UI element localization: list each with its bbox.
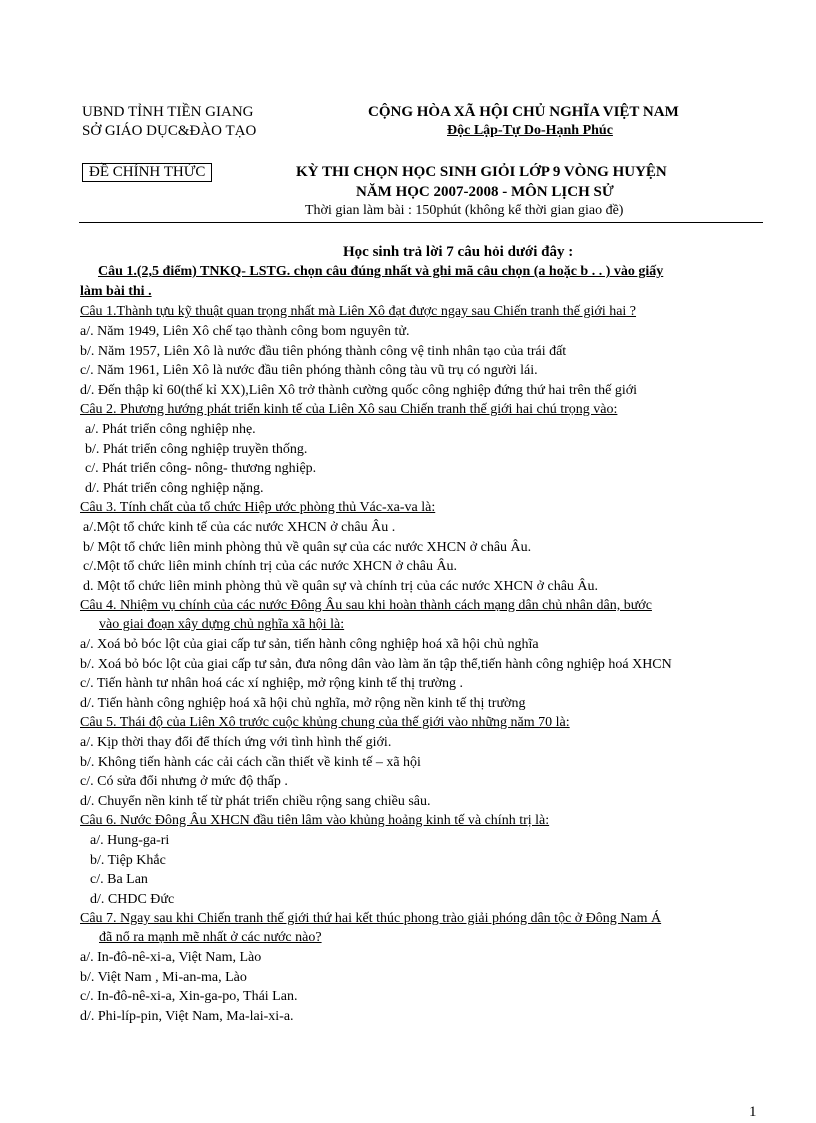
q7-option-b: b/. Việt Nam , Mi-an-ma, Lào <box>80 970 247 985</box>
question-7-cont: đã nổ ra mạnh mẽ nhất ở các nước nào? <box>99 930 322 945</box>
q6-option-b: b/. Tiệp Khắc <box>90 853 166 868</box>
national-motto: Độc Lập-Tự Do-Hạnh Phúc <box>447 123 613 138</box>
q1-option-a: a/. Năm 1949, Liên Xô chế tạo thành công bom nguyên tử. <box>80 324 410 339</box>
q2-option-a: a/. Phát triển công nghiệp nhẹ. <box>85 422 256 437</box>
q5-option-d: d/. Chuyển nền kinh tế từ phát triển chiều rộng sang chiều sâu. <box>80 794 431 809</box>
section-1-heading: Câu 1.(2,5 điểm) TNKQ- LSTG. chọn câu đúng nhất và ghi mã câu chọn (a hoặc b . . ) vào giấy <box>98 264 664 279</box>
q2-option-b: b/. Phát triển công nghiệp truyền thống. <box>85 442 308 457</box>
q3-option-b: b/ Một tổ chức liên minh phòng thủ về quân sự của các nước XHCN ở châu Âu. <box>83 540 532 555</box>
question-5: Câu 5. Thái độ của Liên Xô trước cuộc khủng chung của thế giới vào những năm 70 là: <box>80 715 570 730</box>
exam-subtitle: NĂM HỌC 2007-2008 - MÔN LỊCH SỬ <box>356 184 614 200</box>
question-4-cont: vào giai đoạn xây dựng chủ nghĩa xã hội là: <box>99 617 345 632</box>
q2-option-c: c/. Phát triển công- nông- thương nghiệp. <box>85 461 317 476</box>
page-number: 1 <box>749 1104 757 1120</box>
q4-option-d: d/. Tiến hành công nghiệp hoá xã hội chủ nghĩa, mở rộng nền kinh tế thị trường <box>80 696 526 711</box>
question-6: Câu 6. Nước Đông Âu XHCN đầu tiên lâm vào khủng hoảng kinh tế và chính trị là: <box>80 813 550 828</box>
q4-option-a: a/. Xoá bỏ bóc lột của giai cấp tư sản, tiến hành công nghiệp hoá xã hội chủ nghĩa <box>80 637 539 652</box>
q5-option-b: b/. Không tiến hành các cải cách cần thiết về kinh tế – xã hội <box>80 755 421 770</box>
question-1: Câu 1.Thành tựu kỹ thuật quan trọng nhất mà Liên Xô đạt được ngay sau Chiến tranh thế giới hai ? <box>80 304 637 319</box>
question-3: Câu 3. Tính chất của tổ chức Hiệp ước phòng thủ Vác-xa-va là: <box>80 500 436 515</box>
exam-title: KỲ THI CHỌN HỌC SINH GIỎI LỚP 9 VÒNG HUYỆN <box>296 164 667 180</box>
q6-option-d: d/. CHDC Đức <box>90 892 175 907</box>
q4-option-c: c/. Tiến hành tư nhân hoá các xí nghiệp, mở rộng kinh tế thị trường . <box>80 676 464 691</box>
q3-option-c: c/.Một tổ chức liên minh chính trị của các nước XHCN ở châu Âu. <box>83 559 458 574</box>
question-2: Câu 2. Phương hướng phát triển kinh tế của Liên Xô sau Chiến tranh thế giới hai chú trọng vào: <box>80 402 618 417</box>
department-name: UBND TỈNH TIỀN GIANG <box>82 104 254 120</box>
time-note: Thời gian làm bài : 150phút (không kể thời gian giao đề) <box>305 203 624 218</box>
q1-option-b: b/. Năm 1957, Liên Xô là nước đầu tiên phóng thành công vệ tinh nhân tạo của trái đất <box>80 344 567 359</box>
instructions: Học sinh trả lời 7 câu hỏi dưới đây : <box>343 244 574 260</box>
q6-option-a: a/. Hung-ga-ri <box>90 833 170 848</box>
question-7: Câu 7. Ngay sau khi Chiến tranh thế giới thứ hai kết thúc phong trào giải phóng dân tộc ở Đông Nam Á <box>80 911 662 926</box>
q2-option-d: d/. Phát triển công nghiệp nặng. <box>85 481 264 496</box>
office-name: SỞ GIÁO DỤC&ĐÀO TẠO <box>82 123 257 139</box>
q1-option-d: d/. Đến thập kỉ 60(thế kỉ XX),Liên Xô trở thành cường quốc công nghiệp đứng thứ hai trên thế giới <box>80 383 638 398</box>
country-name: CỘNG HÒA XÃ HỘI CHỦ NGHĨA VIỆT NAM <box>368 104 679 120</box>
q3-option-a: a/.Một tổ chức kinh tế của các nước XHCN ở châu Âu . <box>83 520 396 535</box>
q7-option-a: a/. In-đô-nê-xi-a, Việt Nam, Lào <box>80 950 262 965</box>
q7-option-d: d/. Phi-líp-pin, Việt Nam, Ma-lai-xi-a. <box>80 1009 294 1024</box>
q5-option-c: c/. Có sửa đổi nhưng ở mức độ thấp . <box>80 774 288 789</box>
question-4: Câu 4. Nhiệm vụ chính của các nước Đông Âu sau khi hoàn thành cách mạng dân chủ nhân dân, bước <box>80 598 652 613</box>
q5-option-a: a/. Kịp thời thay đổi để thích ứng với tình hình thế giới. <box>80 735 392 750</box>
header-divider <box>79 222 763 223</box>
q1-option-c: c/. Năm 1961, Liên Xô là nước đầu tiên phóng thành công tàu vũ trụ có người lái. <box>80 363 538 378</box>
q3-option-d: d. Một tổ chức liên minh phòng thủ về quân sự và chính trị của các nước XHCN ở châu Âu. <box>83 579 599 594</box>
section-1-heading-cont: làm bài thi . <box>80 284 152 299</box>
q7-option-c: c/. In-đô-nê-xi-a, Xin-ga-po, Thái Lan. <box>80 989 298 1004</box>
q6-option-c: c/. Ba Lan <box>90 872 148 887</box>
official-label-box: ĐỀ CHÍNH THỨC <box>82 163 212 182</box>
q4-option-b: b/. Xoá bỏ bóc lột của giai cấp tư sản, đưa nông dân vào làm ăn tập thể,tiến hành công nghiệp hoá XHCN <box>80 657 672 672</box>
